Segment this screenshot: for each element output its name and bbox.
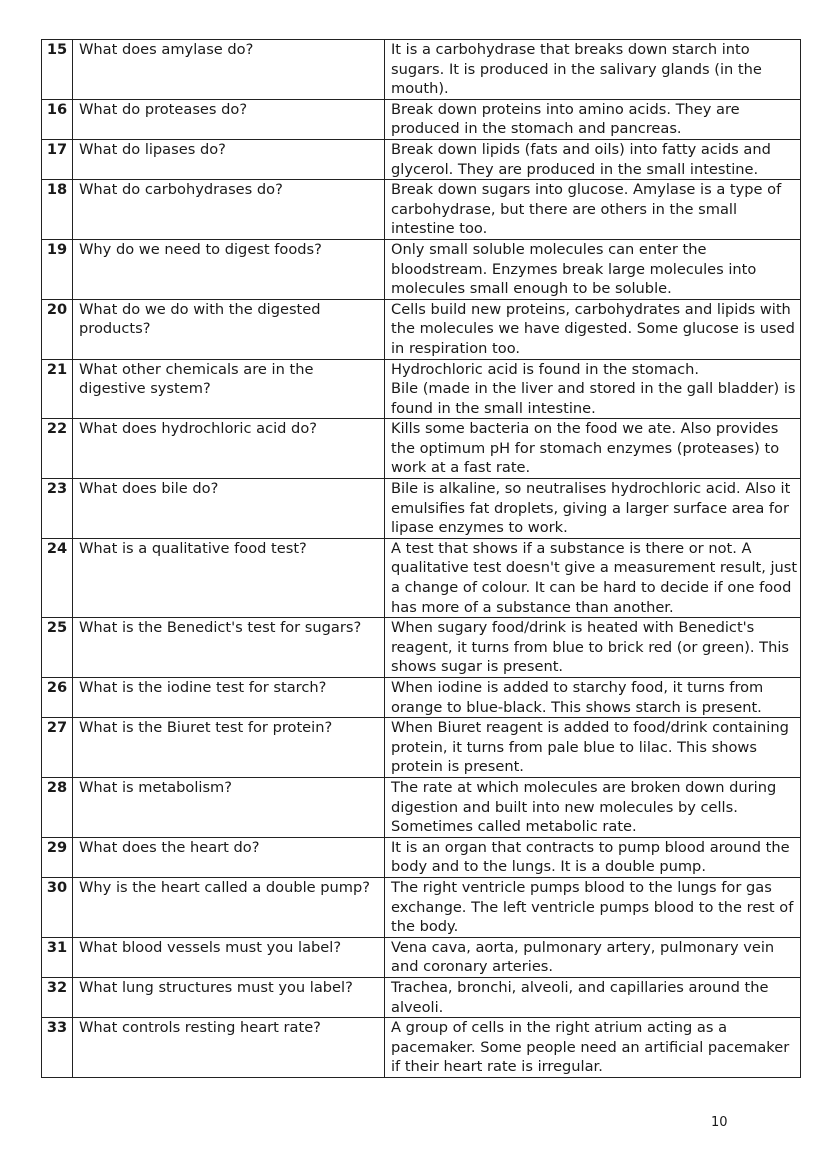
answer-text: Break down sugars into glucose. Amylase is a type of carbohydrase, but there are others in the small intestine too.: [385, 180, 801, 240]
answer-text: When sugary food/drink is heated with Benedict's reagent, it turns from blue to brick red (or green). This shows sugar is present.: [385, 618, 801, 678]
answer-text: A group of cells in the right atrium acting as a pacemaker. Some people need an artificial pacemaker if their heart rate is irregular.: [385, 1018, 801, 1078]
page-number: 10: [711, 1115, 728, 1130]
table-row: [42, 419, 801, 479]
question-number: 22: [42, 419, 73, 479]
question-number: 19: [42, 239, 73, 299]
table-row: [42, 937, 801, 977]
question-number: 27: [42, 718, 73, 778]
question-text: What does amylase do?: [73, 40, 385, 100]
table-row: [42, 479, 801, 539]
answer-text: It is a carbohydrase that breaks down starch into sugars. It is produced in the salivary glands (in the mouth).: [385, 40, 801, 100]
question-text: What is the iodine test for starch?: [73, 678, 385, 718]
question-text: What is metabolism?: [73, 777, 385, 837]
question-number: 32: [42, 977, 73, 1017]
answer-text: A test that shows if a substance is there or not. A qualitative test doesn't give a measurement result, just a change of colour. It can be hard to decide if one food has more of a substance than another.: [385, 538, 801, 617]
question-text: What is a qualitative food test?: [73, 538, 385, 617]
question-text: What is the Biuret test for protein?: [73, 718, 385, 778]
answer-text: The right ventricle pumps blood to the lungs for gas exchange. The left ventricle pumps blood to the rest of the body.: [385, 877, 801, 937]
table-row: [42, 538, 801, 617]
answer-text: Only small soluble molecules can enter the bloodstream. Enzymes break large molecules into molecules small enough to be soluble.: [385, 239, 801, 299]
question-number: 17: [42, 139, 73, 179]
table-row: [42, 678, 801, 718]
table-row: [42, 1018, 801, 1078]
question-number: 15: [42, 40, 73, 100]
answer-text: The rate at which molecules are broken down during digestion and built into new molecules by cells. Sometimes called metabolic rate.: [385, 777, 801, 837]
table-row: [42, 618, 801, 678]
question-text: What lung structures must you label?: [73, 977, 385, 1017]
question-number: 24: [42, 538, 73, 617]
table-row: [42, 99, 801, 139]
question-number: 23: [42, 479, 73, 539]
answer-text: Bile is alkaline, so neutralises hydrochloric acid. Also it emulsifies fat droplets, giving a larger surface area for lipase enzymes to work.: [385, 479, 801, 539]
answer-text: Kills some bacteria on the food we ate. Also provides the optimum pH for stomach enzymes (proteases) to work at a fast rate.: [385, 419, 801, 479]
question-number: 31: [42, 937, 73, 977]
question-text: What do lipases do?: [73, 139, 385, 179]
question-text: Why do we need to digest foods?: [73, 239, 385, 299]
question-text: What controls resting heart rate?: [73, 1018, 385, 1078]
question-number: 20: [42, 299, 73, 359]
table-body: [42, 40, 801, 1078]
question-text: What do proteases do?: [73, 99, 385, 139]
question-text: What do we do with the digested products?: [73, 299, 385, 359]
question-text: What other chemicals are in the digestive system?: [73, 359, 385, 419]
table-row: [42, 40, 801, 100]
question-number: 21: [42, 359, 73, 419]
table-row: [42, 777, 801, 837]
question-answer-table: [41, 39, 801, 1078]
table-row: [42, 718, 801, 778]
answer-text: It is an organ that contracts to pump blood around the body and to the lungs. It is a double pump.: [385, 837, 801, 877]
answer-text: When Biuret reagent is added to food/drink containing protein, it turns from pale blue to lilac. This shows protein is present.: [385, 718, 801, 778]
question-text: What does hydrochloric acid do?: [73, 419, 385, 479]
question-number: 18: [42, 180, 73, 240]
question-text: Why is the heart called a double pump?: [73, 877, 385, 937]
table-row: [42, 239, 801, 299]
question-number: 28: [42, 777, 73, 837]
answer-text: Vena cava, aorta, pulmonary artery, pulmonary vein and coronary arteries.: [385, 937, 801, 977]
question-text: What is the Benedict's test for sugars?: [73, 618, 385, 678]
question-number: 33: [42, 1018, 73, 1078]
answer-text: Break down lipids (fats and oils) into fatty acids and glycerol. They are produced in the small intestine.: [385, 139, 801, 179]
table-row: [42, 837, 801, 877]
question-number: 26: [42, 678, 73, 718]
answer-text: Trachea, bronchi, alveoli, and capillaries around the alveoli.: [385, 977, 801, 1017]
answer-text: Cells build new proteins, carbohydrates and lipids with the molecules we have digested. Some glucose is used in respiration too.: [385, 299, 801, 359]
table-row: [42, 180, 801, 240]
question-text: What does bile do?: [73, 479, 385, 539]
answer-text: When iodine is added to starchy food, it turns from orange to blue-black. This shows starch is present.: [385, 678, 801, 718]
question-number: 16: [42, 99, 73, 139]
question-number: 25: [42, 618, 73, 678]
table-row: [42, 877, 801, 937]
answer-text: Hydrochloric acid is found in the stomach. Bile (made in the liver and stored in the gall bladder) is found in the small intestine.: [385, 359, 801, 419]
question-text: What blood vessels must you label?: [73, 937, 385, 977]
table-row: [42, 299, 801, 359]
table-row: [42, 359, 801, 419]
question-text: What does the heart do?: [73, 837, 385, 877]
answer-text: Break down proteins into amino acids. They are produced in the stomach and pancreas.: [385, 99, 801, 139]
table-row: [42, 977, 801, 1017]
question-number: 29: [42, 837, 73, 877]
question-text: What do carbohydrases do?: [73, 180, 385, 240]
table-row: [42, 139, 801, 179]
question-number: 30: [42, 877, 73, 937]
